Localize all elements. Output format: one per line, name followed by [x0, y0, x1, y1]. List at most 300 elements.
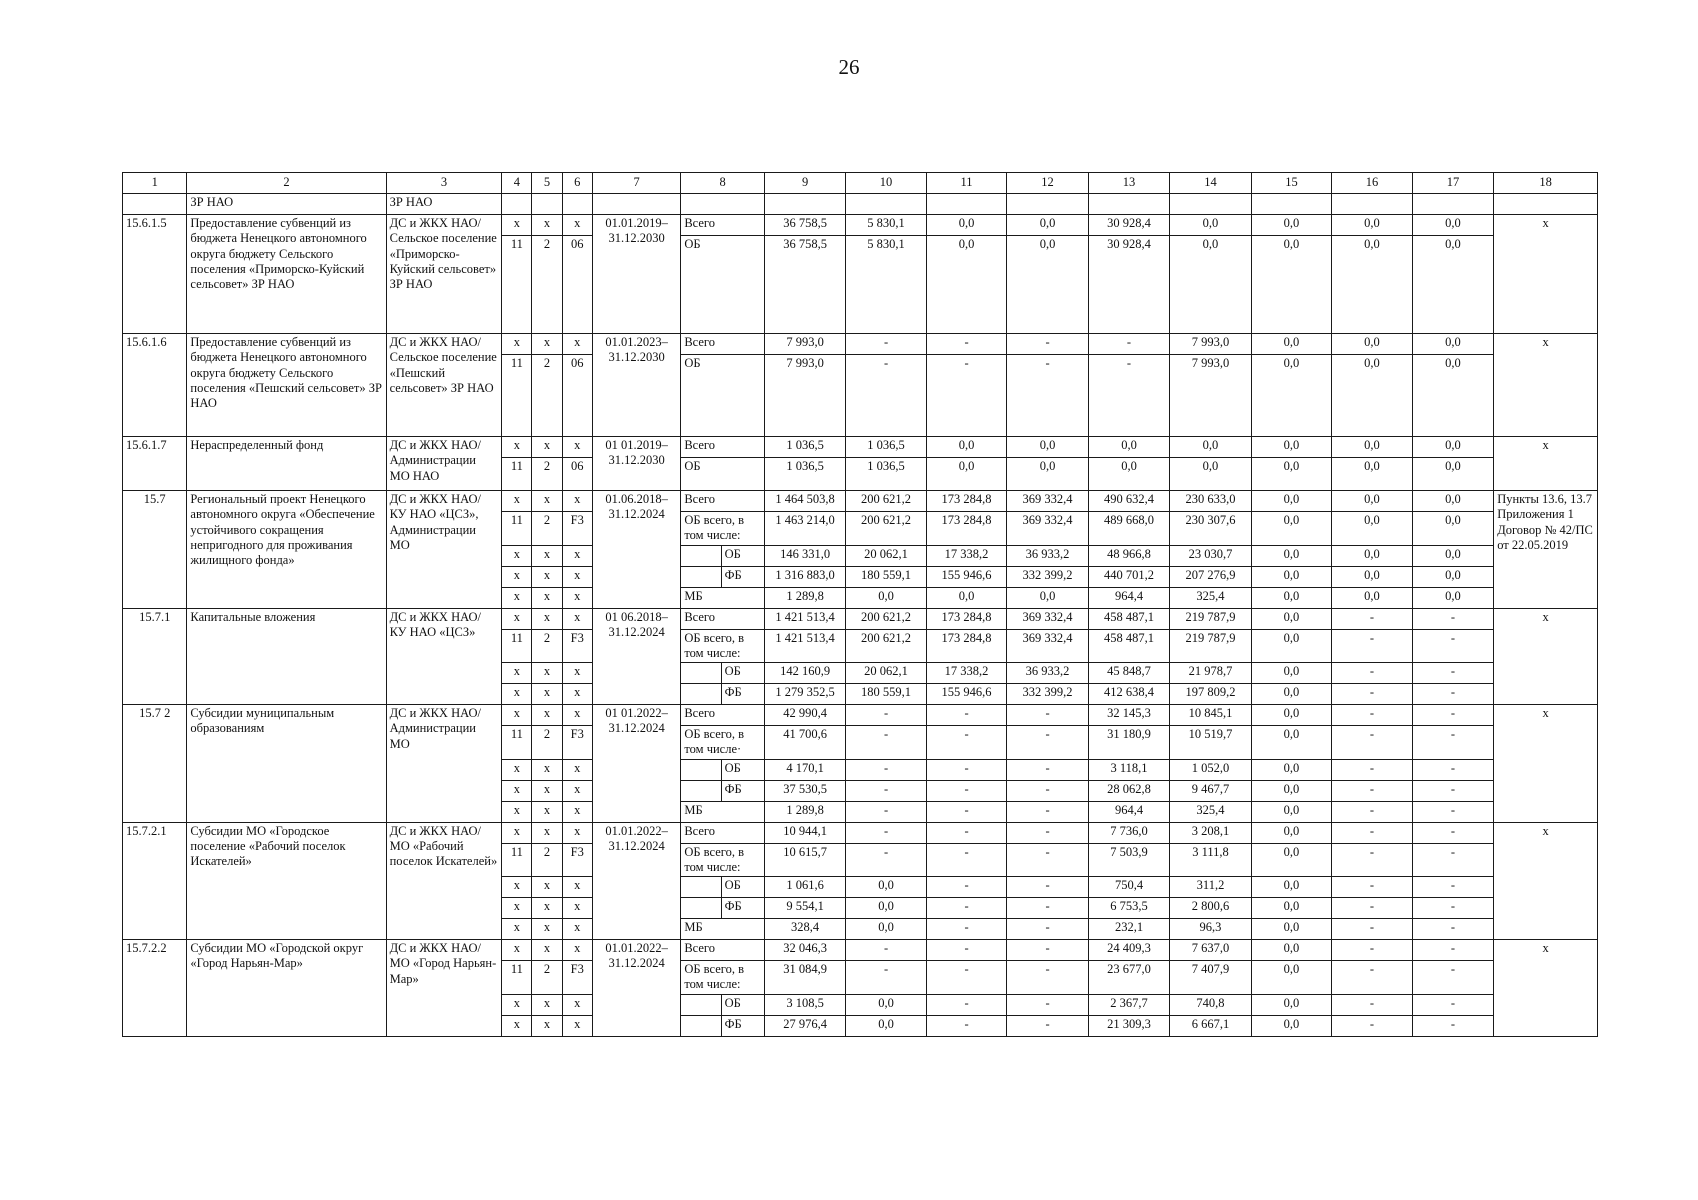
code-cell: F3 — [562, 961, 592, 995]
funding-source: ОБ — [721, 877, 764, 898]
value-cell: 9 554,1 — [764, 898, 845, 919]
code-cell: х — [502, 663, 532, 684]
value-cell: 0,0 — [1412, 545, 1493, 566]
value-cell: 142 160,9 — [764, 663, 845, 684]
value-cell: 6 667,1 — [1170, 1015, 1251, 1036]
value-cell: 0,0 — [1251, 919, 1331, 940]
value-cell: 21 978,7 — [1170, 663, 1251, 684]
code-cell: х — [532, 940, 562, 961]
value-cell: 200 621,2 — [846, 491, 926, 512]
funding-source: ОБ — [721, 545, 764, 566]
value-cell: 0,0 — [1170, 215, 1251, 236]
value-cell: 0,0 — [1088, 437, 1169, 458]
value-cell: - — [1412, 780, 1493, 801]
row-name: Субсидии МО «Городской округ «Город Нарьян-Мар» — [187, 940, 386, 1037]
value-cell: - — [1412, 629, 1493, 663]
value-cell: 17 338,2 — [926, 545, 1006, 566]
value-cell: 0,0 — [1332, 236, 1412, 334]
code-cell: 11 — [502, 629, 532, 663]
value-cell: 1 279 352,5 — [764, 684, 845, 705]
code-cell: 2 — [532, 629, 562, 663]
code-cell: 11 — [502, 458, 532, 491]
col-header: 2 — [187, 173, 386, 194]
code-cell: F3 — [562, 512, 592, 546]
value-cell: 325,4 — [1170, 587, 1251, 608]
value-cell: - — [926, 898, 1006, 919]
value-cell: 36 758,5 — [764, 215, 845, 236]
value-cell: - — [926, 355, 1006, 437]
row-executor: ДС и ЖКХ НАО/ Администрации МО НАО — [386, 437, 502, 491]
value-cell: - — [1007, 961, 1088, 995]
table-row — [123, 705, 1598, 726]
value-cell: 0,0 — [846, 994, 926, 1015]
funding-source: ОБ всего, в том числе: — [681, 961, 764, 995]
col-header: 10 — [846, 173, 926, 194]
value-cell: 3 118,1 — [1088, 759, 1169, 780]
value-cell: - — [846, 705, 926, 726]
value-cell: - — [1007, 726, 1088, 760]
value-cell: 0,0 — [926, 215, 1006, 236]
value-cell: 1 289,8 — [764, 801, 845, 822]
value-cell: - — [1412, 940, 1493, 961]
value-cell: 0,0 — [1170, 437, 1251, 458]
value-cell: 0,0 — [1251, 587, 1331, 608]
funding-source: ОБ — [721, 994, 764, 1015]
code-cell: х — [532, 684, 562, 705]
value-cell: - — [926, 334, 1006, 355]
code-cell: 11 — [502, 236, 532, 334]
row-executor: ДС и ЖКХ НАО/ Администрации МО — [386, 705, 502, 823]
value-cell: 750,4 — [1088, 877, 1169, 898]
code-cell: х — [562, 877, 592, 898]
value-cell: - — [1007, 898, 1088, 919]
value-cell: 0,0 — [1088, 458, 1169, 491]
value-cell: 369 332,4 — [1007, 491, 1088, 512]
value-cell: - — [1332, 780, 1412, 801]
value-cell: - — [1412, 759, 1493, 780]
value-cell: 332 399,2 — [1007, 684, 1088, 705]
col-header: 7 — [592, 173, 681, 194]
value-cell: 1 421 513,4 — [764, 608, 845, 629]
value-cell: - — [1332, 961, 1412, 995]
continuation-row — [123, 194, 1598, 215]
value-cell: - — [926, 877, 1006, 898]
value-cell: 0,0 — [1251, 726, 1331, 760]
value-cell: 36 933,2 — [1007, 663, 1088, 684]
col-header: 8 — [681, 173, 764, 194]
col-header: 9 — [764, 173, 845, 194]
value-cell: 0,0 — [926, 236, 1006, 334]
row-executor: ДС и ЖКХ НАО/ КУ НАО «ЦСЗ», Администрации МО — [386, 491, 502, 609]
value-cell: 1 316 883,0 — [764, 566, 845, 587]
value-cell: 36 758,5 — [764, 236, 845, 334]
value-cell: - — [926, 1015, 1006, 1036]
col-header: 3 — [386, 173, 502, 194]
value-cell: 7 993,0 — [764, 334, 845, 355]
code-cell: х — [502, 877, 532, 898]
value-cell: 0,0 — [1251, 1015, 1331, 1036]
code-cell: х — [532, 545, 562, 566]
row-note: Пункты 13.6, 13.7 Приложения 1 Договор № 42/ПС от 22.05.2019 — [1494, 491, 1598, 609]
value-cell: 0,0 — [1251, 961, 1331, 995]
value-cell: 0,0 — [846, 898, 926, 919]
col-header: 11 — [926, 173, 1006, 194]
value-cell: 0,0 — [1251, 898, 1331, 919]
value-cell: 7 407,9 — [1170, 961, 1251, 995]
code-cell: 11 — [502, 726, 532, 760]
value-cell: 180 559,1 — [846, 684, 926, 705]
value-cell: 0,0 — [926, 587, 1006, 608]
row-note: х — [1494, 705, 1598, 823]
value-cell: 200 621,2 — [846, 512, 926, 546]
code-cell: х — [532, 759, 562, 780]
code-cell: 2 — [532, 961, 562, 995]
value-cell: 2 367,7 — [1088, 994, 1169, 1015]
value-cell: 20 062,1 — [846, 545, 926, 566]
value-cell: 31 084,9 — [764, 961, 845, 995]
code-cell: х — [532, 822, 562, 843]
funding-source: ФБ — [721, 684, 764, 705]
value-cell: 219 787,9 — [1170, 608, 1251, 629]
code-cell: 2 — [532, 458, 562, 491]
value-cell: 0,0 — [1332, 545, 1412, 566]
code-cell: х — [562, 919, 592, 940]
code-cell: 06 — [562, 236, 592, 334]
value-cell: 0,0 — [1332, 491, 1412, 512]
code-cell: х — [532, 780, 562, 801]
code-cell: х — [562, 822, 592, 843]
value-cell: - — [846, 843, 926, 877]
value-cell: 0,0 — [1251, 334, 1331, 355]
value-cell: 10 519,7 — [1170, 726, 1251, 760]
value-cell: 0,0 — [926, 458, 1006, 491]
value-cell: 200 621,2 — [846, 608, 926, 629]
value-cell: 412 638,4 — [1088, 684, 1169, 705]
row-note: х — [1494, 940, 1598, 1037]
value-cell: 311,2 — [1170, 877, 1251, 898]
code-cell: 11 — [502, 961, 532, 995]
funding-source: Всего — [681, 705, 764, 726]
value-cell: 0,0 — [1251, 822, 1331, 843]
code-cell: х — [562, 705, 592, 726]
code-cell: х — [562, 1015, 592, 1036]
value-cell: - — [1332, 705, 1412, 726]
code-cell: х — [532, 1015, 562, 1036]
value-cell: - — [1088, 334, 1169, 355]
code-cell: х — [562, 940, 592, 961]
row-note: х — [1494, 215, 1598, 334]
value-cell: 36 933,2 — [1007, 545, 1088, 566]
value-cell: 0,0 — [1251, 608, 1331, 629]
col-header: 6 — [562, 173, 592, 194]
value-cell: 489 668,0 — [1088, 512, 1169, 546]
row-name: Предоставление субвенций из бюджета Ненецкого автономного округа бюджету Сельского поселения «Приморско-Куйский сельсовет» ЗР НАО — [187, 215, 386, 334]
row-code: 15.7 — [123, 491, 187, 609]
value-cell: 0,0 — [1251, 491, 1331, 512]
value-cell: 0,0 — [1412, 334, 1493, 355]
col-header: 1 — [123, 173, 187, 194]
value-cell: 0,0 — [1412, 566, 1493, 587]
value-cell: - — [1007, 919, 1088, 940]
col-header: 5 — [532, 173, 562, 194]
value-cell: - — [926, 940, 1006, 961]
value-cell: 0,0 — [1251, 437, 1331, 458]
value-cell: 0,0 — [1251, 512, 1331, 546]
value-cell: - — [1412, 961, 1493, 995]
funding-source: Всего — [681, 822, 764, 843]
value-cell: - — [846, 801, 926, 822]
value-cell: - — [1007, 780, 1088, 801]
value-cell: 0,0 — [846, 1015, 926, 1036]
value-cell: 1 463 214,0 — [764, 512, 845, 546]
table-row — [123, 215, 1598, 236]
value-cell: 3 108,5 — [764, 994, 845, 1015]
value-cell: 369 332,4 — [1007, 629, 1088, 663]
funding-source: ФБ — [721, 566, 764, 587]
value-cell: 37 530,5 — [764, 780, 845, 801]
code-cell: х — [532, 898, 562, 919]
code-cell: х — [532, 705, 562, 726]
code-cell: х — [502, 940, 532, 961]
funding-source: Всего — [681, 437, 764, 458]
value-cell: 30 928,4 — [1088, 215, 1169, 236]
value-cell: 0,0 — [1412, 215, 1493, 236]
value-cell: - — [1007, 759, 1088, 780]
code-cell: х — [562, 566, 592, 587]
funding-source: ФБ — [721, 898, 764, 919]
value-cell: 232,1 — [1088, 919, 1169, 940]
col-header: 14 — [1170, 173, 1251, 194]
value-cell: 0,0 — [1332, 215, 1412, 236]
value-cell: 230 307,6 — [1170, 512, 1251, 546]
value-cell: - — [1412, 1015, 1493, 1036]
code-cell: х — [502, 566, 532, 587]
value-cell: 7 993,0 — [1170, 355, 1251, 437]
code-cell: х — [562, 545, 592, 566]
value-cell: 7 637,0 — [1170, 940, 1251, 961]
value-cell: 0,0 — [1412, 458, 1493, 491]
value-cell: - — [1007, 334, 1088, 355]
cont-name: ЗР НАО — [187, 194, 386, 215]
value-cell: 0,0 — [1332, 566, 1412, 587]
value-cell: - — [1007, 801, 1088, 822]
row-code: 15.6.1.6 — [123, 334, 187, 437]
funding-source: ОБ всего, в том числе: — [681, 512, 764, 546]
code-cell: 2 — [532, 726, 562, 760]
row-executor: ДС и ЖКХ НАО/ КУ НАО «ЦСЗ» — [386, 608, 502, 705]
value-cell: 173 284,8 — [926, 491, 1006, 512]
value-cell: - — [1412, 705, 1493, 726]
code-cell: х — [532, 801, 562, 822]
value-cell: 0,0 — [1332, 437, 1412, 458]
value-cell: - — [1332, 919, 1412, 940]
value-cell: 490 632,4 — [1088, 491, 1169, 512]
value-cell: 0,0 — [1332, 512, 1412, 546]
value-cell: 740,8 — [1170, 994, 1251, 1015]
funding-source: ОБ — [721, 759, 764, 780]
table-row — [123, 334, 1598, 355]
value-cell: 173 284,8 — [926, 629, 1006, 663]
value-cell: 155 946,6 — [926, 566, 1006, 587]
value-cell: 0,0 — [1251, 566, 1331, 587]
value-cell: 369 332,4 — [1007, 608, 1088, 629]
value-cell: 0,0 — [846, 877, 926, 898]
row-period: 01.06.2018– 31.12.2024 — [592, 491, 681, 609]
value-cell: 173 284,8 — [926, 608, 1006, 629]
value-cell: - — [926, 780, 1006, 801]
row-name: Региональный проект Ненецкого автономного округа «Обеспечение устойчивого сокращения непригодного для проживания жилищного фонда» — [187, 491, 386, 609]
value-cell: - — [1412, 801, 1493, 822]
funding-source: ОБ — [681, 236, 764, 334]
value-cell: - — [1332, 940, 1412, 961]
value-cell: 0,0 — [846, 587, 926, 608]
funding-source: ОБ всего, в том числе: — [681, 843, 764, 877]
code-cell: 06 — [562, 458, 592, 491]
table-row — [123, 822, 1598, 843]
value-cell: 5 830,1 — [846, 215, 926, 236]
value-cell: 230 633,0 — [1170, 491, 1251, 512]
value-cell: 0,0 — [1412, 587, 1493, 608]
value-cell: 964,4 — [1088, 587, 1169, 608]
funding-source: ОБ — [681, 458, 764, 491]
funding-source: Всего — [681, 215, 764, 236]
value-cell: 42 990,4 — [764, 705, 845, 726]
value-cell: - — [1332, 726, 1412, 760]
row-code: 15.7.2.1 — [123, 822, 187, 940]
value-cell: 1 036,5 — [764, 437, 845, 458]
value-cell: 197 809,2 — [1170, 684, 1251, 705]
value-cell: - — [1412, 877, 1493, 898]
value-cell: - — [1088, 355, 1169, 437]
value-cell: - — [1412, 919, 1493, 940]
value-cell: - — [1412, 608, 1493, 629]
code-cell: х — [532, 919, 562, 940]
value-cell: 4 170,1 — [764, 759, 845, 780]
value-cell: 3 208,1 — [1170, 822, 1251, 843]
value-cell: 0,0 — [1251, 705, 1331, 726]
row-name: Субсидии муниципальным образованиям — [187, 705, 386, 823]
code-cell: х — [562, 663, 592, 684]
code-cell: х — [502, 215, 532, 236]
value-cell: 0,0 — [1412, 437, 1493, 458]
value-cell: 21 309,3 — [1088, 1015, 1169, 1036]
value-cell: 10 615,7 — [764, 843, 845, 877]
code-cell: х — [532, 334, 562, 355]
row-code: 15.7 2 — [123, 705, 187, 823]
code-cell: 2 — [532, 843, 562, 877]
value-cell: - — [1412, 726, 1493, 760]
row-name: Нераспределенный фонд — [187, 437, 386, 491]
code-cell: 2 — [532, 512, 562, 546]
row-executor: ДС и ЖКХ НАО/ МО «Рабочий поселок Искателей» — [386, 822, 502, 940]
value-cell: 219 787,9 — [1170, 629, 1251, 663]
col-header: 13 — [1088, 173, 1169, 194]
value-cell: - — [846, 334, 926, 355]
value-cell: 0,0 — [1251, 458, 1331, 491]
value-cell: 9 467,7 — [1170, 780, 1251, 801]
code-cell: х — [502, 759, 532, 780]
value-cell: - — [846, 961, 926, 995]
row-period: 01 06.2018– 31.12.2024 — [592, 608, 681, 705]
value-cell: - — [1007, 705, 1088, 726]
value-cell: - — [1412, 898, 1493, 919]
value-cell: 23 030,7 — [1170, 545, 1251, 566]
value-cell: 1 052,0 — [1170, 759, 1251, 780]
funding-source: МБ — [681, 919, 764, 940]
value-cell: 1 289,8 — [764, 587, 845, 608]
funding-source: Всего — [681, 334, 764, 355]
value-cell: 0,0 — [926, 437, 1006, 458]
value-cell: 7 993,0 — [1170, 334, 1251, 355]
value-cell: 0,0 — [1412, 512, 1493, 546]
value-cell: - — [1007, 994, 1088, 1015]
col-header: 15 — [1251, 173, 1331, 194]
funding-source: Всего — [681, 608, 764, 629]
code-cell: х — [502, 545, 532, 566]
row-note: х — [1494, 822, 1598, 940]
value-cell: - — [1412, 843, 1493, 877]
code-cell: х — [502, 608, 532, 629]
value-cell: - — [1007, 1015, 1088, 1036]
code-cell: х — [502, 491, 532, 512]
funding-source: МБ — [681, 587, 764, 608]
code-cell: х — [532, 437, 562, 458]
row-name: Капитальные вложения — [187, 608, 386, 705]
value-cell: 0,0 — [1007, 458, 1088, 491]
code-cell: х — [502, 919, 532, 940]
value-cell: 5 830,1 — [846, 236, 926, 334]
code-cell: F3 — [562, 726, 592, 760]
value-cell: 7 736,0 — [1088, 822, 1169, 843]
value-cell: 45 848,7 — [1088, 663, 1169, 684]
value-cell: 0,0 — [1251, 940, 1331, 961]
value-cell: 0,0 — [1412, 236, 1493, 334]
value-cell: 180 559,1 — [846, 566, 926, 587]
value-cell: 0,0 — [1007, 587, 1088, 608]
value-cell: - — [1332, 801, 1412, 822]
code-cell: 11 — [502, 843, 532, 877]
value-cell: 7 503,9 — [1088, 843, 1169, 877]
code-cell: х — [502, 437, 532, 458]
value-cell: - — [846, 940, 926, 961]
row-code: 15.6.1.7 — [123, 437, 187, 491]
value-cell: - — [926, 801, 1006, 822]
code-cell: х — [502, 994, 532, 1015]
value-cell: - — [1412, 663, 1493, 684]
code-cell: 06 — [562, 355, 592, 437]
value-cell: - — [846, 822, 926, 843]
value-cell: 0,0 — [1251, 215, 1331, 236]
value-cell: 369 332,4 — [1007, 512, 1088, 546]
funding-source: ОБ всего, в том числе· — [681, 726, 764, 760]
value-cell: 0,0 — [1332, 334, 1412, 355]
code-cell: х — [532, 608, 562, 629]
value-cell: - — [1332, 822, 1412, 843]
value-cell: 0,0 — [1412, 491, 1493, 512]
code-cell: х — [562, 215, 592, 236]
value-cell: 1 464 503,8 — [764, 491, 845, 512]
value-cell: 0,0 — [1007, 437, 1088, 458]
col-header: 4 — [502, 173, 532, 194]
value-cell: 0,0 — [1007, 236, 1088, 334]
value-cell: 207 276,9 — [1170, 566, 1251, 587]
value-cell: 1 421 513,4 — [764, 629, 845, 663]
value-cell: 0,0 — [1170, 236, 1251, 334]
col-header: 18 — [1494, 173, 1598, 194]
value-cell: 3 111,8 — [1170, 843, 1251, 877]
code-cell: 11 — [502, 512, 532, 546]
value-cell: 28 062,8 — [1088, 780, 1169, 801]
